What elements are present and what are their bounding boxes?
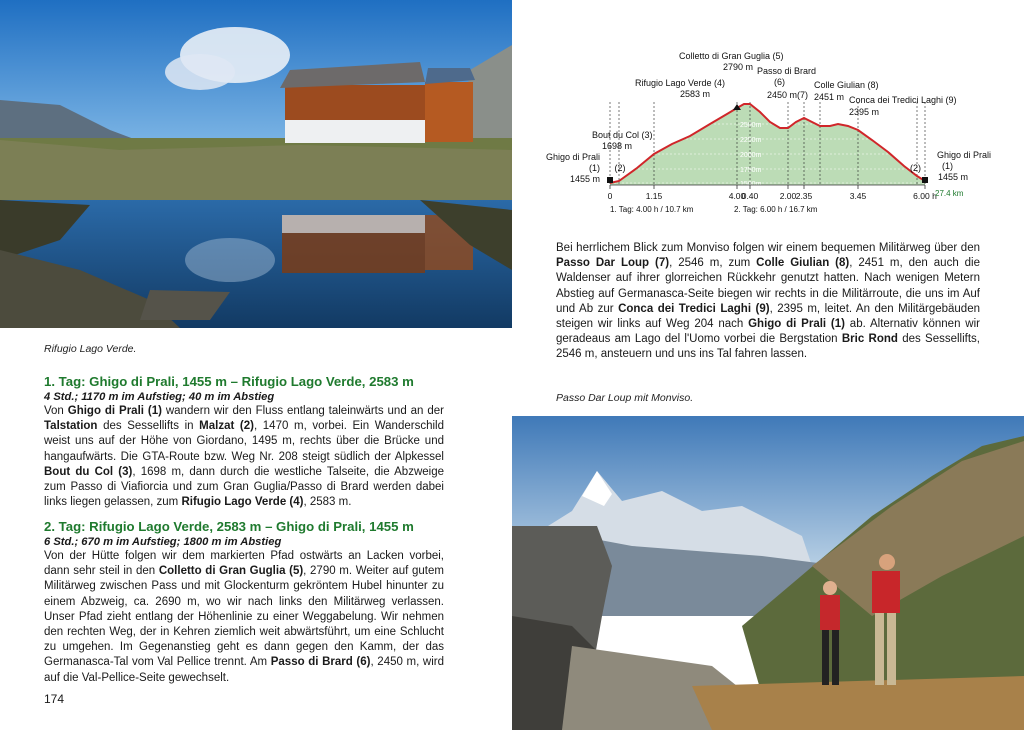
route-text-continued: Bei herrlichem Blick zum Monviso folgen wir einem bequemen Militärweg über den Passo Dar Loup (7), 2546 m, zum Colle Giulian (8), 2451 m, den auch die Waldenser auf ihrer glorreichen Rückkehr genutzt hatten. Nach wenigen Metern Abstieg auf Germanasca-Seite biegen wir rechts in die Militärroute, die uns im Auf und Ab zur Conca dei Tredici Laghi (9), 2395 m, leitet. An den Militärgebäuden steigen wir links auf Weg 204 nach Ghigo di Prali (1) ab. Alternativ können wir geradeaus am Lago del l'Uomo vorbei die Bergstation Bric Rond des Sessellifts, 2546 m, ansteuern und uns ins Tal fahren lassen.: [556, 242, 981, 361]
stage-summary: 4 Std.; 1170 m im Aufstieg; 40 m im Abstieg: [44, 391, 275, 403]
waypoint-label: (6): [774, 77, 785, 87]
waypoint-label: (2): [614, 163, 626, 173]
time-label: 1.15: [645, 191, 663, 201]
village-marker: [607, 177, 613, 183]
waypoint-label: Conca dei Tredici Laghi (9): [849, 95, 957, 105]
waypoint-label: Bout du Col (3): [592, 130, 653, 140]
caption-rifugio-lago-verde: Rifugio Lago Verde.: [44, 343, 137, 355]
waypoint-label: Ghigo di Prali: [545, 152, 600, 162]
time-label: 4.00: [728, 191, 746, 201]
waypoint-label: Ghigo di Prali: [937, 150, 992, 160]
stage-title: 1. Tag: Ghigo di Prali, 1455 m – Rifugio Lago Verde, 2583 m: [44, 374, 414, 389]
time-label: 0: [607, 191, 613, 201]
altitude-tick: 2500m: [740, 122, 762, 129]
elevation-profile: [512, 40, 1024, 230]
waypoint-label: (1): [589, 163, 600, 173]
waypoint-label: Rifugio Lago Verde (4): [635, 78, 726, 88]
altitude-tick: 1750m: [740, 167, 762, 174]
waypoint-label: 2790 m: [723, 62, 754, 72]
village-marker: [922, 177, 928, 183]
waypoint-label: Passo di Brard: [757, 66, 817, 76]
altitude-tick: 1500m: [740, 181, 762, 188]
waypoint-label: 2583 m: [680, 89, 711, 99]
stage-title: 2. Tag: Rifugio Lago Verde, 2583 m – Ghigo di Prali, 1455 m: [44, 519, 414, 534]
time-label: 3.45: [849, 191, 867, 201]
waypoint-label: 2451 m: [814, 92, 845, 102]
day-summary-label: 2. Tag: 6.00 h / 16.7 km: [734, 205, 818, 214]
page-number: 174: [44, 692, 65, 706]
altitude-tick: 2000m: [740, 152, 762, 159]
caption-passo-dar-loup: Passo Dar Loup mit Monviso.: [556, 392, 694, 404]
waypoint-label: 2450 m: [767, 90, 798, 100]
waypoint-label: 1455 m: [569, 174, 600, 184]
stage-text: Von der Hütte folgen wir dem markierten Pfad ostwärts an Lacken vorbei, dann sehr steil in den Colletto di Gran Guglia (5), 2790 m. Weiter auf gutem Militärweg zwischen Pass und mit Glockenturm gekröntem Hubel hinunter zu einem Abzweig, ca. 2690 m, wo wir nach links den Militärweg verlassen. Unser Pfad zieht entlang der Höhenlinie zu einer Weggabelung. Wir nehmen den rechten Weg, der in Kehren ziemlich weit abwärtsführt, um eine Schlucht zu umgehen. Im Gegenanstieg geht es dann gegen den Kamm, der das Germanasca-Tal vom Val Pellice trennt. Am Passo di Brard (6), 2450 m, wird auf die Val-Pellice-Seite gewechselt.: [44, 550, 444, 684]
day-summary-label: 1. Tag: 4.00 h / 10.7 km: [610, 205, 694, 214]
stage-text: Von Ghigo di Prali (1) wandern wir den Fluss entlang taleinwärts und an der Talstation des Sessellifts in Malzat (2), 1470 m, vorbei. Ein Wanderschild weist uns auf der Höhe von Giordano, 1495 m, rechts über die Brücke und hangaufwärts. Die GTA-Route bzw. Weg Nr. 208 steigt südlich der Alpkessel Bout du Col (3), 1698 m, dann durch die westliche Talseite, die Abzweige zum Passo di Viafiorcia und zum Gran Guglia/Passo di Brard werden dabei links liegen gelassen, zum Rifugio Lago Verde (4), 2583 m.: [44, 405, 445, 509]
photo-passo-dar-loup: [512, 416, 1024, 730]
time-label: 2.35: [795, 191, 813, 201]
distance-label: 27.4 km: [935, 189, 964, 198]
waypoint-label: Colle Giulian (8): [814, 80, 879, 90]
waypoint-label: (1): [942, 161, 953, 171]
stage-day-2: [44, 519, 444, 686]
waypoint-label: 2395 m: [849, 107, 880, 117]
time-label: 2.00: [779, 191, 797, 201]
time-label: 6.00 h: [913, 191, 937, 201]
stage-summary: 6 Std.; 670 m im Aufstieg; 1800 m im Abstieg: [44, 536, 282, 548]
waypoint-label: Colletto di Gran Guglia (5): [679, 51, 784, 61]
photo-rifugio-lago-verde: [0, 0, 512, 328]
altitude-tick: 2250m: [740, 137, 762, 144]
waypoint-label: (2): [910, 163, 921, 173]
waypoint-label: 1455 m: [938, 172, 969, 182]
stage-day-1: [44, 374, 444, 510]
time-label: 0.40: [741, 191, 759, 201]
waypoint-label: (7): [797, 90, 808, 100]
waypoint-label: 1698 m: [602, 141, 633, 151]
